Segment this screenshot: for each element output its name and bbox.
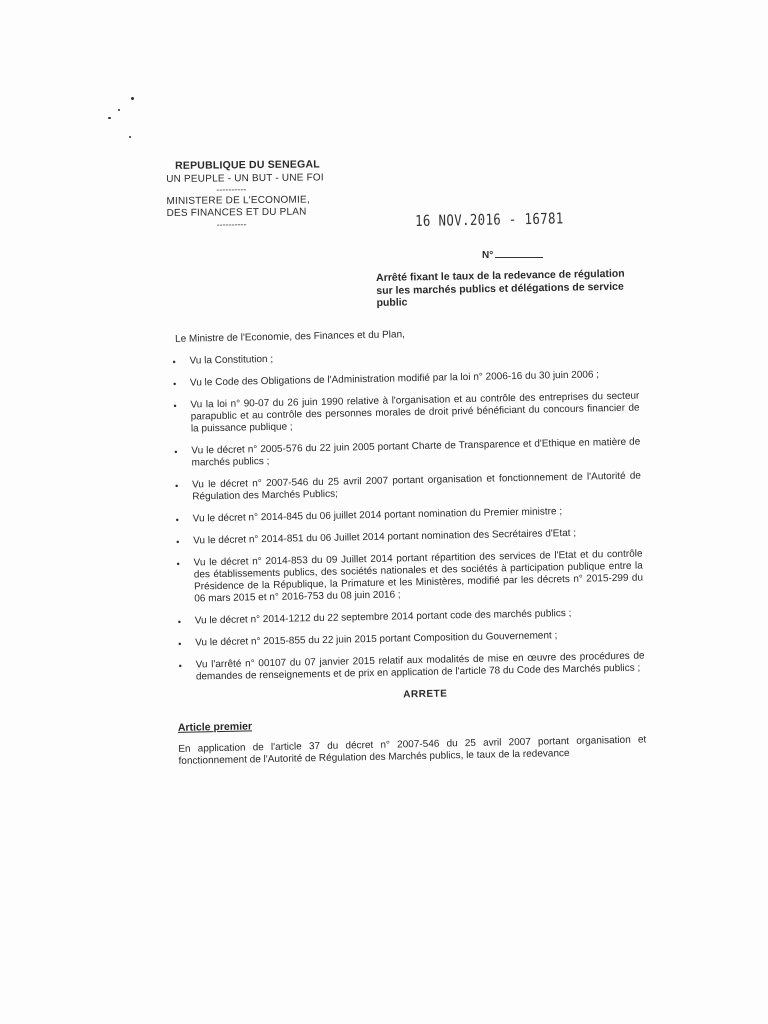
consideration-item (168, 347, 638, 368)
ministry-line-1: MINISTERE DE L'ECONOMIE, (166, 194, 310, 207)
consideration-item (174, 629, 644, 650)
bullet-icon: • (174, 480, 179, 491)
consideration-item (174, 607, 644, 628)
bullet-icon: • (176, 558, 180, 569)
bullet-icon: • (176, 536, 180, 547)
date-number-stamp: 16 NOV.2016 - 16781 (415, 209, 564, 230)
considerations-list (168, 347, 644, 684)
separator: ---------- (216, 219, 247, 230)
scan-speck (118, 109, 120, 111)
minister-line: Le Ministre de l'Economie, des Finances et du Plan, (174, 329, 405, 345)
republic-name: REPUBLIQUE DU SENEGAL (174, 158, 320, 172)
decree-title: Arrêté fixant le taux de la redevance de régulation sur les marchés publics et délégations de service public (376, 267, 625, 309)
scan-speck (131, 97, 134, 100)
national-motto: UN PEUPLE - UN BUT - UNE FOI (166, 172, 324, 185)
consideration-text: Vu l'arrêté n° 00107 du 07 janvier 2015 relatif aux modalités de mise en œuvre des procédures de demandes de renseignements et de prix en application de l'article 78 du Code des Marchés publics ; (195, 650, 645, 683)
bullet-icon: • (172, 356, 176, 367)
consideration-text: Vu le décret n° 2014-853 du 09 Juillet 2014 portant répartition des services de l'Etat et du contrôle des établissements publics, des sociétés nationales et des sociétés à participation publique entre la Présidence de la République, la Primature et les Ministères, modifié par les décrets n° 2015-299 du 06 mars 2015 et n° 2016-753 du 08 juin 2016 ; (193, 548, 644, 605)
consideration-text: Vu le décret n° 2014-1212 du 22 septembre 2014 portant code des marchés publics ; (194, 607, 572, 627)
consideration-text: Vu la Constitution ; (189, 353, 274, 367)
number-label: N° (482, 250, 494, 261)
bullet-icon: • (178, 660, 182, 671)
consideration-text: Vu le décret n° 2014-851 du 06 Juillet 2014 portant nomination des Secrétaires d'Etat ; (193, 527, 577, 547)
consideration-item (175, 651, 645, 684)
consideration-item (170, 437, 640, 470)
consideration-item (172, 505, 642, 526)
bullet-icon: • (173, 400, 177, 411)
article-title: Article premier (177, 720, 253, 734)
consideration-text: Vu le Code des Obligations de l'Administration modifié par la loi n° 2006-16 du 30 juin 2006 ; (189, 369, 600, 389)
number-blank-line (495, 257, 543, 258)
scan-speck (108, 117, 111, 119)
document-body (168, 325, 647, 768)
consideration-item (172, 527, 642, 548)
arrete-heading: ARRETE (403, 688, 448, 701)
bullet-icon: • (177, 616, 182, 627)
separator: ---------- (216, 184, 247, 195)
consideration-text: Vu le décret n° 2015-855 du 22 juin 2015 portant Composition du Gouvernement ; (195, 630, 558, 649)
consideration-text: Vu le décret n° 2014-845 du 06 juillet 2014 portant nomination du Premier ministre ; (192, 506, 563, 525)
consideration-text: Vu la loi n° 90-07 du 26 juin 1990 relative à l'organisation et au contrôle des entreprises du secteur parapublic et au contrôle des personnes morales de droit privé bénéficiant du concours financier de la puissance publique ; (190, 390, 640, 435)
bullet-icon: • (178, 638, 182, 649)
scan-speck (129, 136, 131, 138)
decree-number (482, 250, 543, 261)
consideration-text: Vu le décret n° 2007-546 du 25 avril 2007 portant organisation et fonctionnement de l'Autorité de Régulation des Marchés Publics; (191, 470, 642, 503)
ministry-line-2: DES FINANCES ET DU PLAN (166, 206, 307, 219)
consideration-item (169, 391, 640, 436)
bullet-icon: • (174, 446, 178, 457)
consideration-item (169, 369, 639, 390)
bullet-icon: • (172, 378, 177, 389)
consideration-item (172, 549, 643, 606)
consideration-text: Vu le décret n° 2005-576 du 22 juin 2005 portant Charte de Transparence et d'Ethique en matière de marchés publics ; (191, 436, 641, 469)
letterhead (166, 158, 367, 231)
consideration-item (171, 471, 641, 504)
bullet-icon: • (175, 514, 179, 525)
article-text: En application de l'article 37 du décret n° 2007-546 du 25 avril 2007 portant organisation et fonctionnement de l'Autorité de Régulation des Marchés publics, le taux de la redevance (178, 734, 647, 767)
